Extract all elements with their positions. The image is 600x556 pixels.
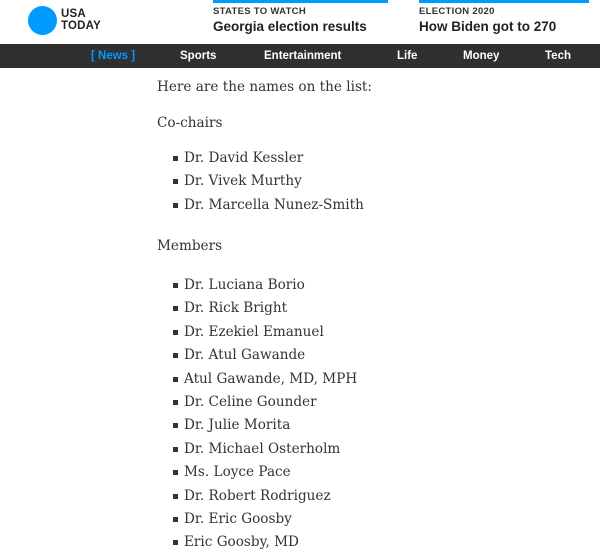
list-item: Dr. David Kessler	[173, 148, 364, 171]
list-item: Atul Gawande, MD, MPH	[173, 369, 357, 392]
nav-item-life[interactable]: Life	[397, 50, 418, 62]
cochairs-list	[173, 148, 364, 218]
list-item: Dr. Ezekiel Emanuel	[173, 322, 357, 345]
list-item: Dr. Vivek Murthy	[173, 171, 364, 194]
promo-accent-bar	[419, 0, 589, 3]
promo-kicker: STATES TO WATCH	[213, 6, 306, 17]
list-item: Dr. Celine Gounder	[173, 392, 357, 415]
members-list	[173, 275, 357, 556]
list-item: Eric Goosby, MD	[173, 532, 357, 555]
promo-accent-bar	[213, 0, 388, 3]
promo-headline[interactable]: How Biden got to 270	[419, 19, 557, 34]
cochairs-heading: Co-chairs	[157, 115, 223, 131]
nav-item-news[interactable]: [ News ]	[91, 50, 136, 62]
promo-election-2020[interactable]	[419, 0, 589, 40]
logo-line-1: USA	[61, 8, 86, 20]
promo-kicker: ELECTION 2020	[419, 6, 495, 17]
list-item: Dr. Julie Morita	[173, 415, 357, 438]
logo-line-2: TODAY	[61, 20, 101, 32]
list-item: Dr. Michael Osterholm	[173, 439, 357, 462]
nav-item-tech[interactable]: Tech	[545, 50, 571, 62]
main-nav	[0, 44, 600, 68]
list-item: Dr. Eric Goosby	[173, 509, 357, 532]
nav-item-entertainment[interactable]: Entertainment	[264, 50, 342, 62]
members-heading: Members	[157, 238, 223, 254]
promo-headline[interactable]: Georgia election results	[213, 19, 367, 34]
list-item: Dr. Atul Gawande	[173, 345, 357, 368]
nav-item-sports[interactable]: Sports	[180, 50, 217, 62]
usa-today-logo-text[interactable]	[61, 8, 101, 32]
list-item: Ms. Loyce Pace	[173, 462, 357, 485]
site-header	[0, 0, 600, 44]
list-item: Dr. Robert Rodriguez	[173, 486, 357, 509]
promo-states-to-watch[interactable]	[213, 0, 388, 40]
usa-today-logo-icon[interactable]	[28, 6, 57, 35]
list-item: Dr. Marcella Nunez-Smith	[173, 195, 364, 218]
list-item: Dr. Rick Bright	[173, 298, 357, 321]
list-item: Dr. Luciana Borio	[173, 275, 357, 298]
intro-text: Here are the names on the list:	[157, 79, 372, 95]
nav-item-money[interactable]: Money	[463, 50, 500, 62]
